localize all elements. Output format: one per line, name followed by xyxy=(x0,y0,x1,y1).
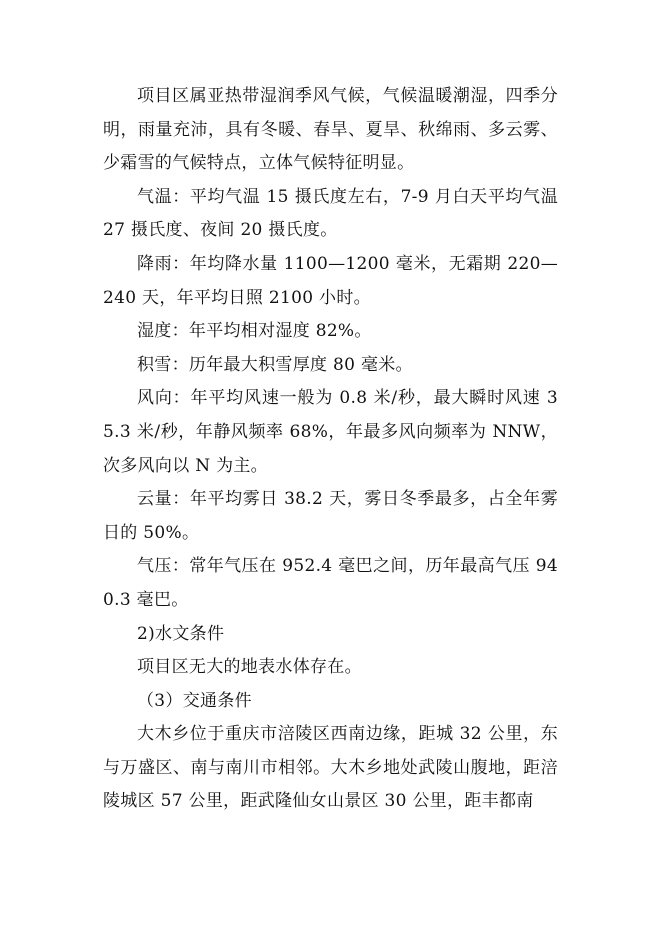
climate-overview-paragraph: 项目区属亚热带湿润季风气候，气候温暖潮湿，四季分明，雨量充沛，具有冬暖、春旱、夏旱、秋绵雨、多云雾、少霜雪的气候特点，立体气候特征明显。 xyxy=(103,86,558,174)
hydrology-heading: 2)水文条件 xyxy=(137,623,225,644)
rainfall-paragraph: 降雨：年均降水量 1100—1200 毫米，无霜期 220—240 天，年平均日照 2100 小时。 xyxy=(103,253,558,308)
snow-paragraph: 积雪：历年最大积雪厚度 80 毫米。 xyxy=(137,354,413,375)
cloud-paragraph: 云量：年平均雾日 38.2 天，雾日冬季最多，占全年雾日的 50%。 xyxy=(103,489,558,543)
traffic-paragraph: 大木乡位于重庆市涪陵区西南边缘，距城 32 公里，东与万盛区、南与南川市相邻。大木乡地处武陵山腹地，距涪陵城区 57 公里，距武隆仙女山景区 30 公里，距丰都南 xyxy=(103,724,558,812)
wind-paragraph: 风向：年平均风速一般为 0.8 米/秒，最大瞬时风速 35.3 米/秒，年静风频率 68%，年最多风向频率为 NNW，次多风向以 N 为主。 xyxy=(103,388,558,476)
humidity-paragraph: 湿度：年平均相对湿度 82%。 xyxy=(137,321,372,342)
document-body xyxy=(103,80,558,819)
pressure-paragraph: 气压：常年气压在 952.4 毫巴之间，历年最高气压 940.3 毫巴。 xyxy=(103,556,558,610)
hydrology-paragraph: 项目区无大的地表水体存在。 xyxy=(137,657,362,678)
temperature-paragraph: 气温：平均气温 15 摄氏度左右，7-9 月白天平均气温 27 摄氏度、夜间 20 摄氏度。 xyxy=(103,186,558,241)
traffic-heading: （3）交通条件 xyxy=(137,690,252,711)
